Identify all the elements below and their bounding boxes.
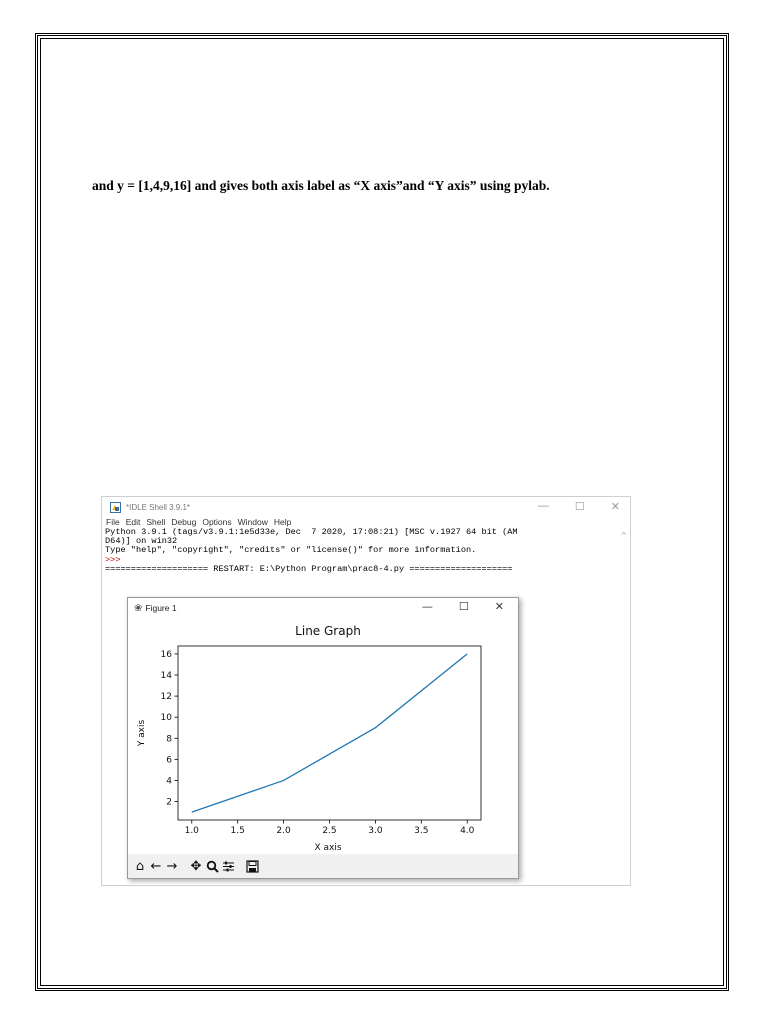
menu-edit[interactable]: Edit [125, 517, 141, 527]
x-axis-ticks [185, 820, 475, 836]
x-axis-label: X axis [314, 843, 342, 853]
forward-icon[interactable]: → [166, 858, 178, 874]
figure-title: Figure 1 [145, 603, 177, 613]
x-tick-label: 2.0 [276, 826, 291, 836]
y-tick-label: 16 [160, 649, 172, 660]
shell-restart-line: ==================== RESTART: E:\Python Program\prac8-4.py ==================== [105, 563, 513, 574]
shell-line: Type "help", "copyright", "credits" or "license()" for more information. [105, 545, 477, 556]
x-tick-label: 1.0 [184, 826, 199, 836]
figure-close-button[interactable]: ✕ [494, 600, 504, 613]
menu-window[interactable]: Window [237, 517, 268, 527]
shell-prompt: >>> [105, 554, 121, 565]
figure-titlebar[interactable] [128, 598, 518, 618]
menu-options[interactable]: Options [202, 517, 232, 527]
y-tick-label: 4 [166, 776, 172, 787]
x-tick-label: 3.5 [414, 826, 429, 836]
figure-window[interactable] [127, 597, 519, 879]
idle-logo-icon [110, 502, 121, 513]
y-axis-ticks [161, 650, 178, 808]
y-tick-label: 2 [166, 797, 172, 808]
y-tick-label: 8 [166, 734, 172, 745]
idle-title: *IDLE Shell 3.9.1* [126, 502, 191, 512]
plot-area [178, 646, 481, 820]
x-tick-label: 1.5 [230, 826, 245, 836]
series-line [192, 654, 467, 812]
x-tick-label: 3.0 [368, 826, 383, 836]
home-icon[interactable]: ⌂ [135, 858, 145, 874]
scroll-up-arrow-icon[interactable]: ^ [620, 531, 627, 540]
y-axis-label: Y axis [137, 719, 147, 747]
back-icon[interactable]: ← [150, 858, 162, 874]
zoom-icon[interactable] [204, 857, 220, 875]
chart-title: Line Graph [295, 624, 361, 638]
idle-shell-window[interactable] [101, 496, 631, 886]
question-text: and y = [1,4,9,16] and gives both axis label as “X axis”and “Y axis” using pylab. [92, 178, 550, 193]
pan-icon[interactable]: ✥ [190, 858, 202, 874]
y-tick-label: 10 [160, 713, 172, 724]
menu-file[interactable]: File [106, 517, 120, 527]
x-tick-label: 4.0 [460, 826, 475, 836]
configure-icon[interactable] [220, 857, 236, 875]
y-tick-label: 12 [160, 692, 172, 703]
menu-shell[interactable]: Shell [146, 517, 166, 527]
shell-line: D64)] on win32 [105, 536, 178, 547]
matplotlib-logo-icon: ❀ [134, 602, 143, 614]
figure-maximize-button[interactable]: ☐ [458, 600, 469, 613]
idle-maximize-button[interactable]: ☐ [574, 501, 585, 513]
menu-help[interactable]: Help [273, 517, 292, 527]
save-icon[interactable] [244, 857, 260, 875]
shell-output[interactable] [102, 528, 630, 574]
menu-debug[interactable]: Debug [171, 517, 197, 527]
y-tick-label: 6 [166, 755, 172, 766]
idle-minimize-button[interactable]: — [537, 500, 549, 512]
figure-minimize-button[interactable]: — [421, 600, 433, 613]
y-tick-label: 14 [160, 671, 172, 681]
idle-close-button[interactable]: ✕ [610, 501, 620, 513]
line-chart [128, 618, 518, 854]
idle-titlebar[interactable] [102, 497, 630, 517]
figure-toolbar [128, 854, 518, 878]
x-tick-label: 2.5 [322, 826, 337, 836]
shell-line: Python 3.9.1 (tags/v3.9.1:1e5d33e, Dec 7 2020, 17:08:21) [MSC v.1927 64 bit (AM [105, 527, 518, 537]
